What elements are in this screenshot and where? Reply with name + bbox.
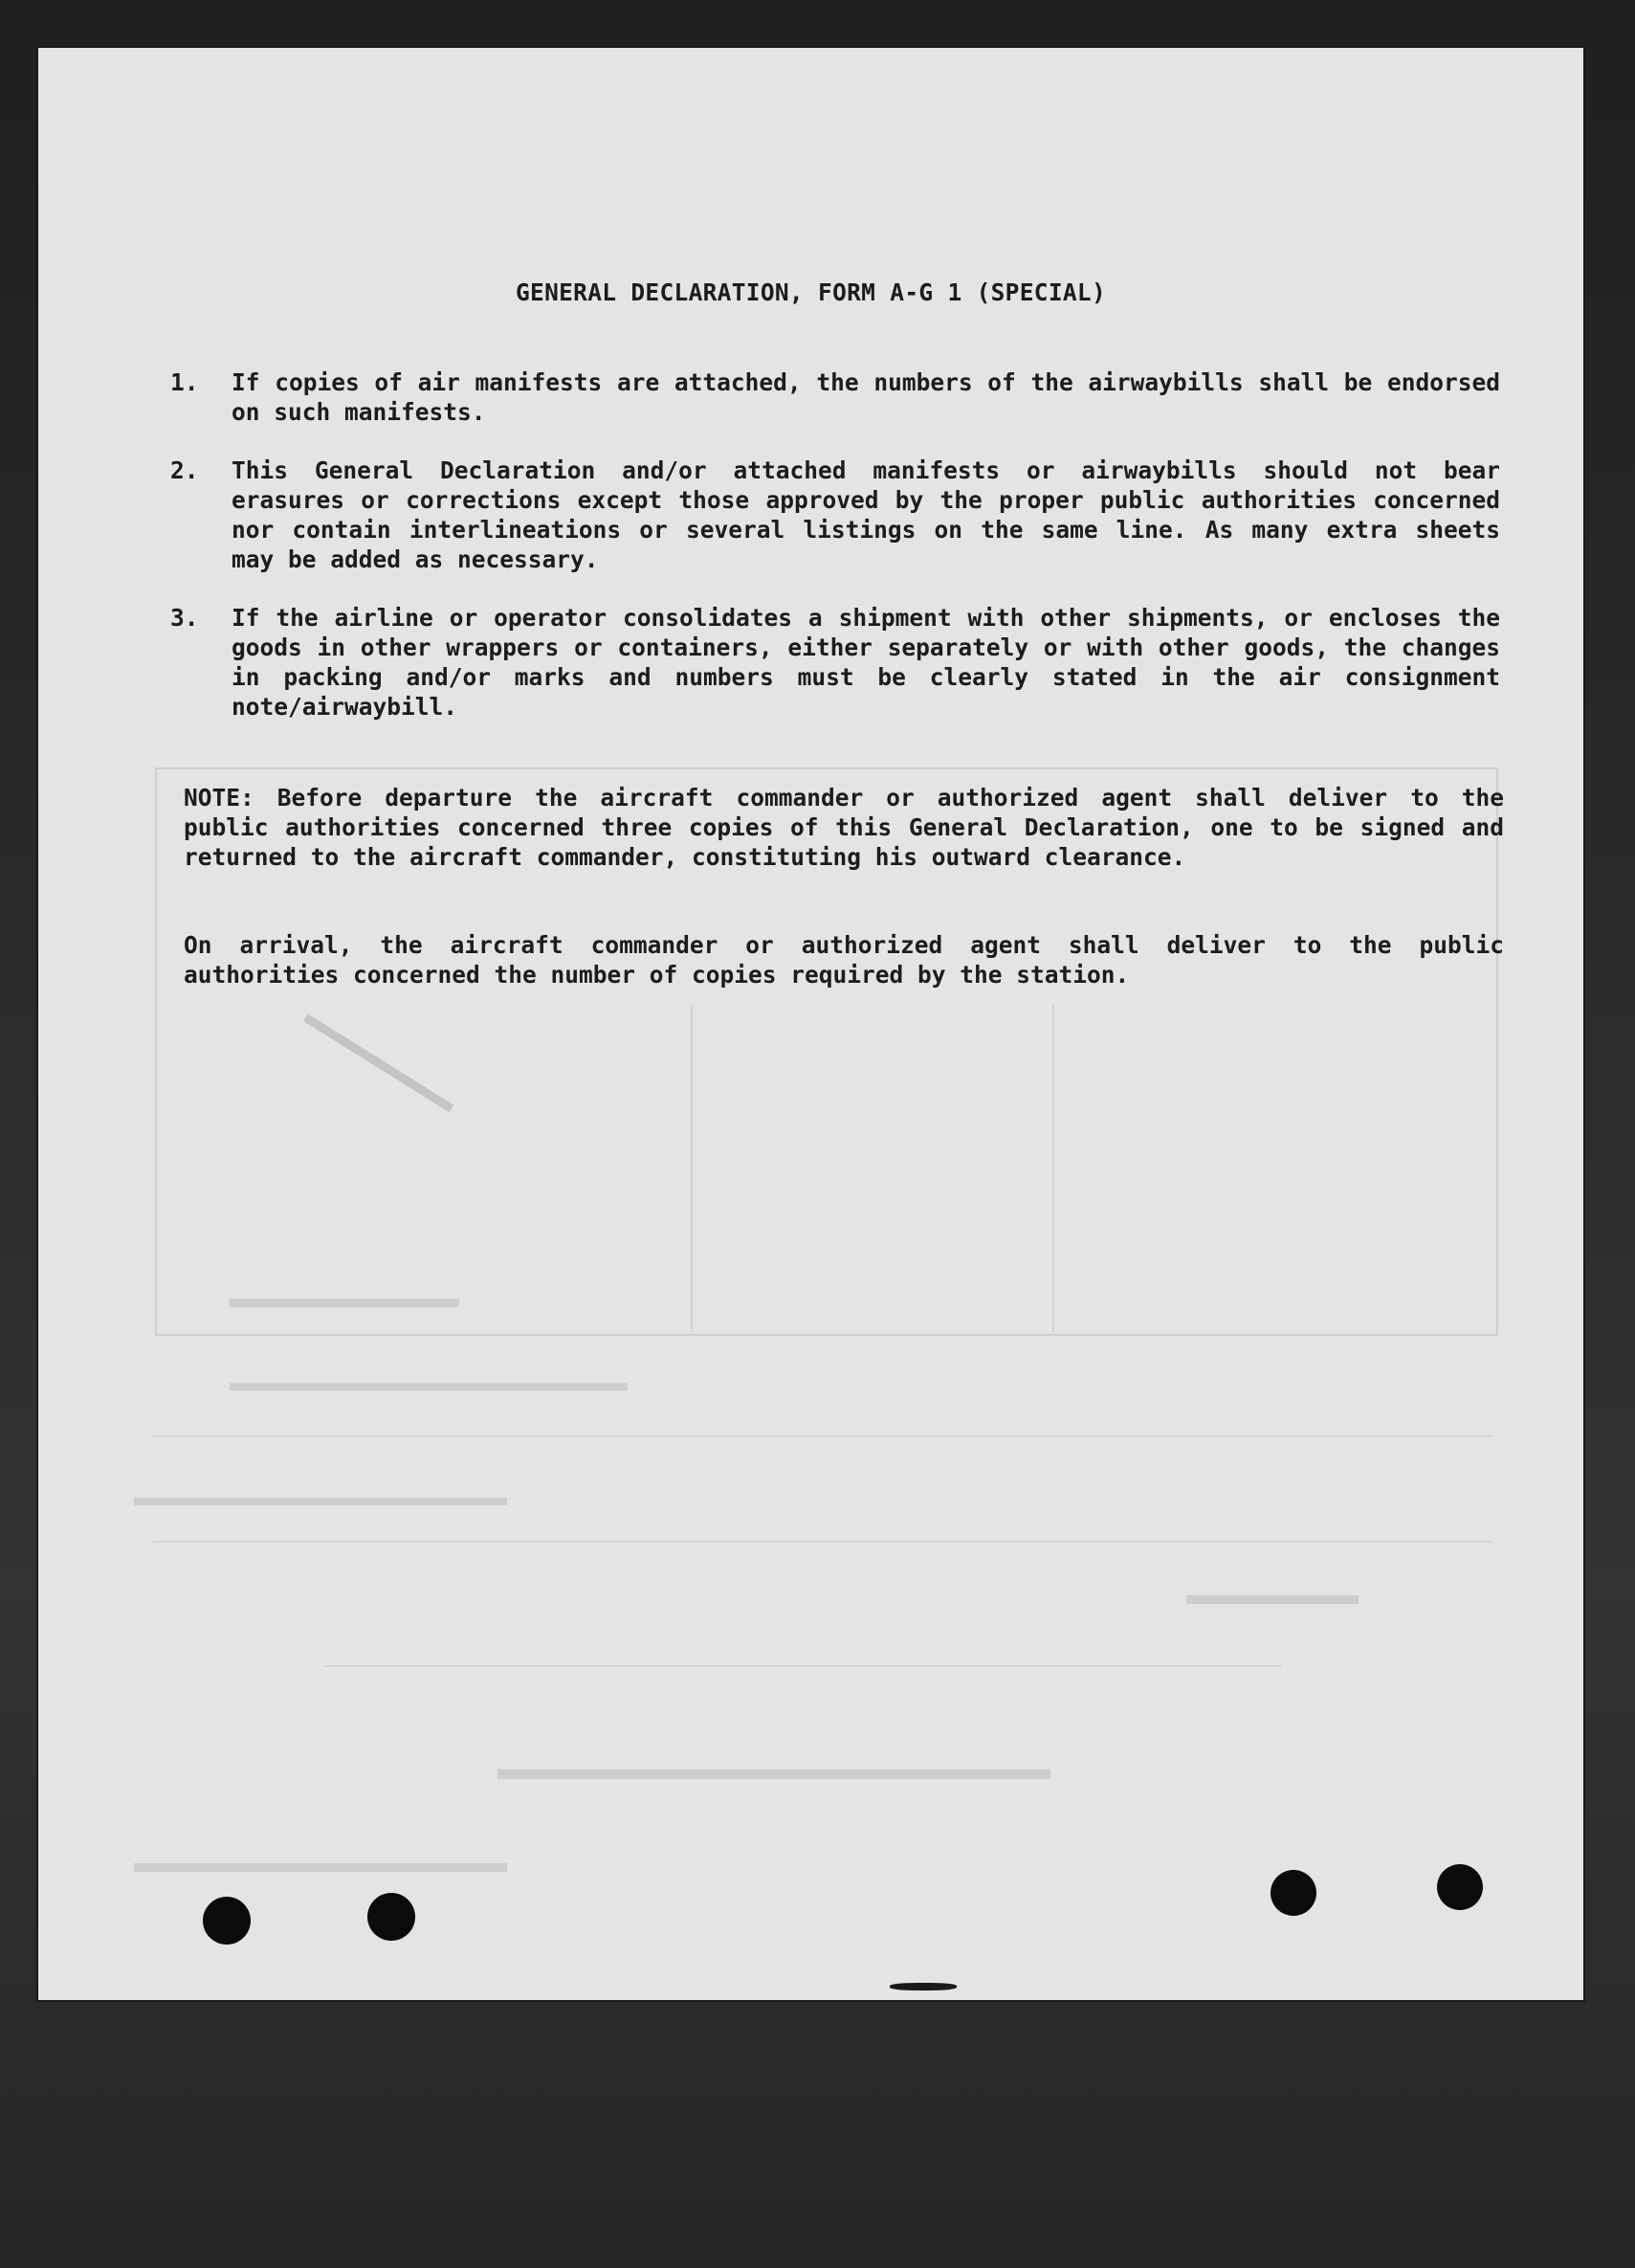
note-paragraph	[184, 930, 1504, 989]
item-number: 3.	[170, 604, 199, 632]
list-item	[170, 603, 1500, 722]
smudge-mark	[890, 1983, 957, 1990]
note-paragraph	[184, 783, 1504, 872]
bleed-through-text: ▬▬▬▬▬▬▬▬▬▬▬▬▬	[134, 1847, 507, 1879]
punch-hole	[203, 1897, 251, 1945]
bleed-through-text: ▬▬▬▬▬▬	[1186, 1579, 1359, 1611]
bleed-through-text: ▬▬▬▬▬▬▬▬	[230, 1282, 459, 1314]
document-title: GENERAL DECLARATION, FORM A-G 1 (SPECIAL)	[515, 278, 1107, 306]
note-label: NOTE:	[184, 784, 254, 812]
list-item	[170, 456, 1500, 574]
item-text: If copies of air manifests are attached, the numbers of the airwaybills shall be endorsed on such manifests.	[232, 368, 1500, 426]
document-page	[38, 48, 1583, 2000]
item-number: 1.	[170, 368, 199, 396]
note-text: Before departure the aircraft commander or authorized agent shall deliver to the public authorities concerned three copies of this General Declaration, one to be signed and returned to the aircraft commander, constituting his outward clearance.	[184, 784, 1504, 871]
document-content	[38, 48, 1583, 2000]
punch-hole	[1437, 1864, 1483, 1910]
bleed-through-text: ▬▬▬▬▬▬▬▬▬▬▬▬▬▬▬▬	[230, 1368, 628, 1396]
note-text: On arrival, the aircraft commander or authorized agent shall deliver to the public authorities concerned the number of copies required by the station.	[184, 931, 1504, 989]
item-text: This General Declaration and/or attached manifests or airwaybills should not bear erasures or corrections except those approved by the proper public authorities concerned nor contain interlineations or several listings on the same line. As many extra sheets may be added as necessary.	[232, 456, 1500, 573]
faint-stamp: ▬▬▬▬▬▬	[299, 999, 463, 1119]
list-item	[170, 367, 1500, 427]
bleed-through-text: ▬▬▬▬▬▬▬▬▬▬▬▬▬▬▬▬▬	[497, 1751, 1050, 1787]
bleed-through-text: ▬▬▬▬▬▬▬▬▬▬▬▬▬▬▬	[134, 1483, 507, 1511]
item-number: 2.	[170, 456, 199, 484]
punch-hole	[1270, 1870, 1316, 1916]
punch-hole	[367, 1893, 415, 1941]
item-text: If the airline or operator consolidates a shipment with other shipments, or encloses the goods in other wrappers or containers, either separately or with other goods, the changes in packing and/or marks and numbers must be clearly stated in the air consignment note/airwaybill.	[232, 604, 1500, 721]
